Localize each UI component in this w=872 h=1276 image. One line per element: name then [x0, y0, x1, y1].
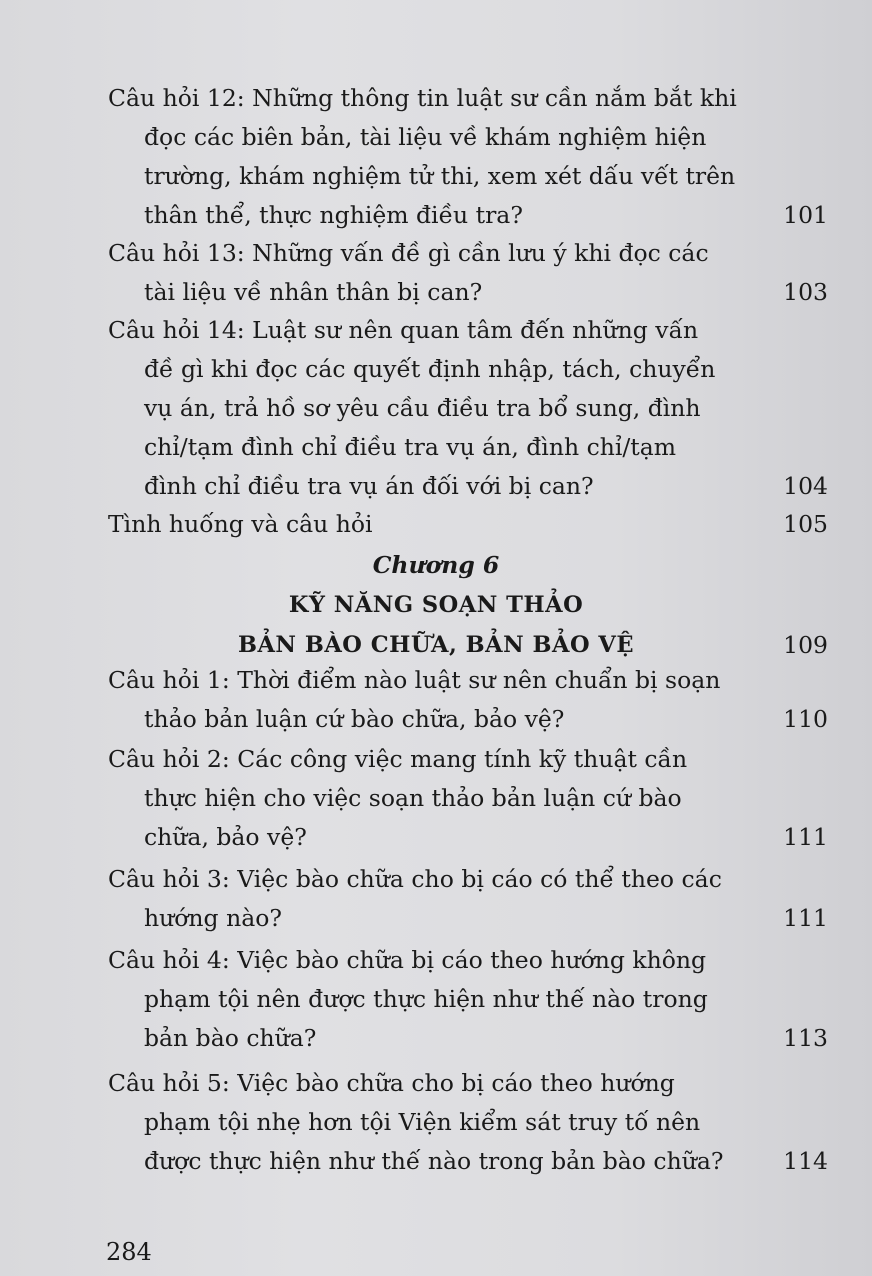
entry-text: thân thể, thực nghiệm điều tra? — [144, 201, 523, 229]
chapter-heading — [0, 546, 872, 665]
page-number: 101 — [783, 201, 828, 229]
entry-line: Câu hỏi 13: Những vấn đề gì cần lưu ý khi đọc các — [108, 239, 709, 267]
page-number: 109 — [783, 631, 828, 659]
entry-line: đọc các biên bản, tài liệu về khám nghiệm hiện — [144, 123, 707, 151]
chapter-number: Chương 6 — [372, 551, 500, 579]
entry-line: đề gì khi đọc các quyết định nhập, tách, chuyển — [144, 355, 716, 383]
entry-line: trường, khám nghiệm tử thi, xem xét dấu vết trên — [144, 162, 736, 190]
entry-line — [108, 818, 828, 857]
toc-entry-q4 — [108, 941, 828, 1058]
page-number: 105 — [783, 510, 828, 538]
page-number: 110 — [783, 705, 828, 733]
toc-entry-q14 — [108, 311, 828, 506]
page-number: 103 — [783, 278, 828, 306]
page-number: 104 — [783, 472, 828, 500]
entry-line: vụ án, trả hồ sơ yêu cầu điều tra bổ sung, đình — [144, 394, 701, 422]
entry-line: Câu hỏi 4: Việc bào chữa bị cáo theo hướng không — [108, 946, 707, 974]
entry-line: Câu hỏi 2: Các công việc mang tính kỹ thuật cần — [108, 745, 688, 773]
entry-line: phạm tội nhẹ hơn tội Viện kiểm sát truy tố nên — [144, 1108, 701, 1136]
entry-line: chỉ/tạm đình chỉ điều tra vụ án, đình chỉ/tạm — [144, 433, 677, 461]
entry-text: đình chỉ điều tra vụ án đối với bị can? — [144, 472, 594, 500]
entry-text: Tình huống và câu hỏi — [108, 510, 373, 538]
entry-text: hướng nào? — [144, 904, 282, 932]
toc-entry-q2 — [108, 740, 828, 857]
entry-line: Câu hỏi 5: Việc bào chữa cho bị cáo theo hướng — [108, 1069, 675, 1097]
entry-text: thảo bản luận cứ bào chữa, bảo vệ? — [144, 705, 565, 733]
entry-line — [108, 700, 828, 739]
entry-line — [108, 505, 828, 544]
toc-entry-q13 — [108, 234, 828, 312]
toc-entry-q12 — [108, 79, 828, 235]
toc-entry-q1 — [108, 661, 828, 739]
page-number: 111 — [783, 904, 828, 932]
entry-line — [108, 1019, 828, 1058]
entry-line: Câu hỏi 1: Thời điểm nào luật sư nên chuẩn bị soạn — [108, 666, 721, 694]
toc-entry-q5 — [108, 1064, 828, 1181]
entry-line — [108, 196, 828, 235]
toc-entry-q3 — [108, 860, 828, 938]
entry-line — [108, 1142, 828, 1181]
page-number: 114 — [783, 1147, 828, 1175]
toc-entry-case-study — [108, 505, 828, 544]
entry-line — [108, 899, 828, 938]
page-folio: 284 — [106, 1238, 152, 1266]
page-number: 111 — [783, 823, 828, 851]
entry-line: phạm tội nên được thực hiện như thế nào trong — [144, 985, 708, 1013]
entry-line: thực hiện cho việc soạn thảo bản luận cứ bào — [144, 784, 682, 812]
entry-line — [108, 467, 828, 506]
entry-line: Câu hỏi 3: Việc bào chữa cho bị cáo có thể theo các — [108, 865, 722, 893]
entry-line: Câu hỏi 12: Những thông tin luật sư cần nắm bắt khi — [108, 84, 737, 112]
chapter-title-line-1: KỸ NĂNG SOẠN THẢO — [288, 592, 584, 618]
entry-text: tài liệu về nhân thân bị can? — [144, 278, 483, 306]
entry-text: được thực hiện như thế nào trong bản bào chữa? — [144, 1147, 724, 1175]
entry-line: Câu hỏi 14: Luật sư nên quan tâm đến những vấn — [108, 316, 699, 344]
entry-line — [108, 273, 828, 312]
chapter-title-line-2: BẢN BÀO CHỮA, BẢN BẢO VỆ — [237, 632, 635, 658]
entry-text: chữa, bảo vệ? — [144, 823, 307, 851]
entry-text: bản bào chữa? — [144, 1024, 317, 1052]
page-number: 113 — [783, 1024, 828, 1052]
